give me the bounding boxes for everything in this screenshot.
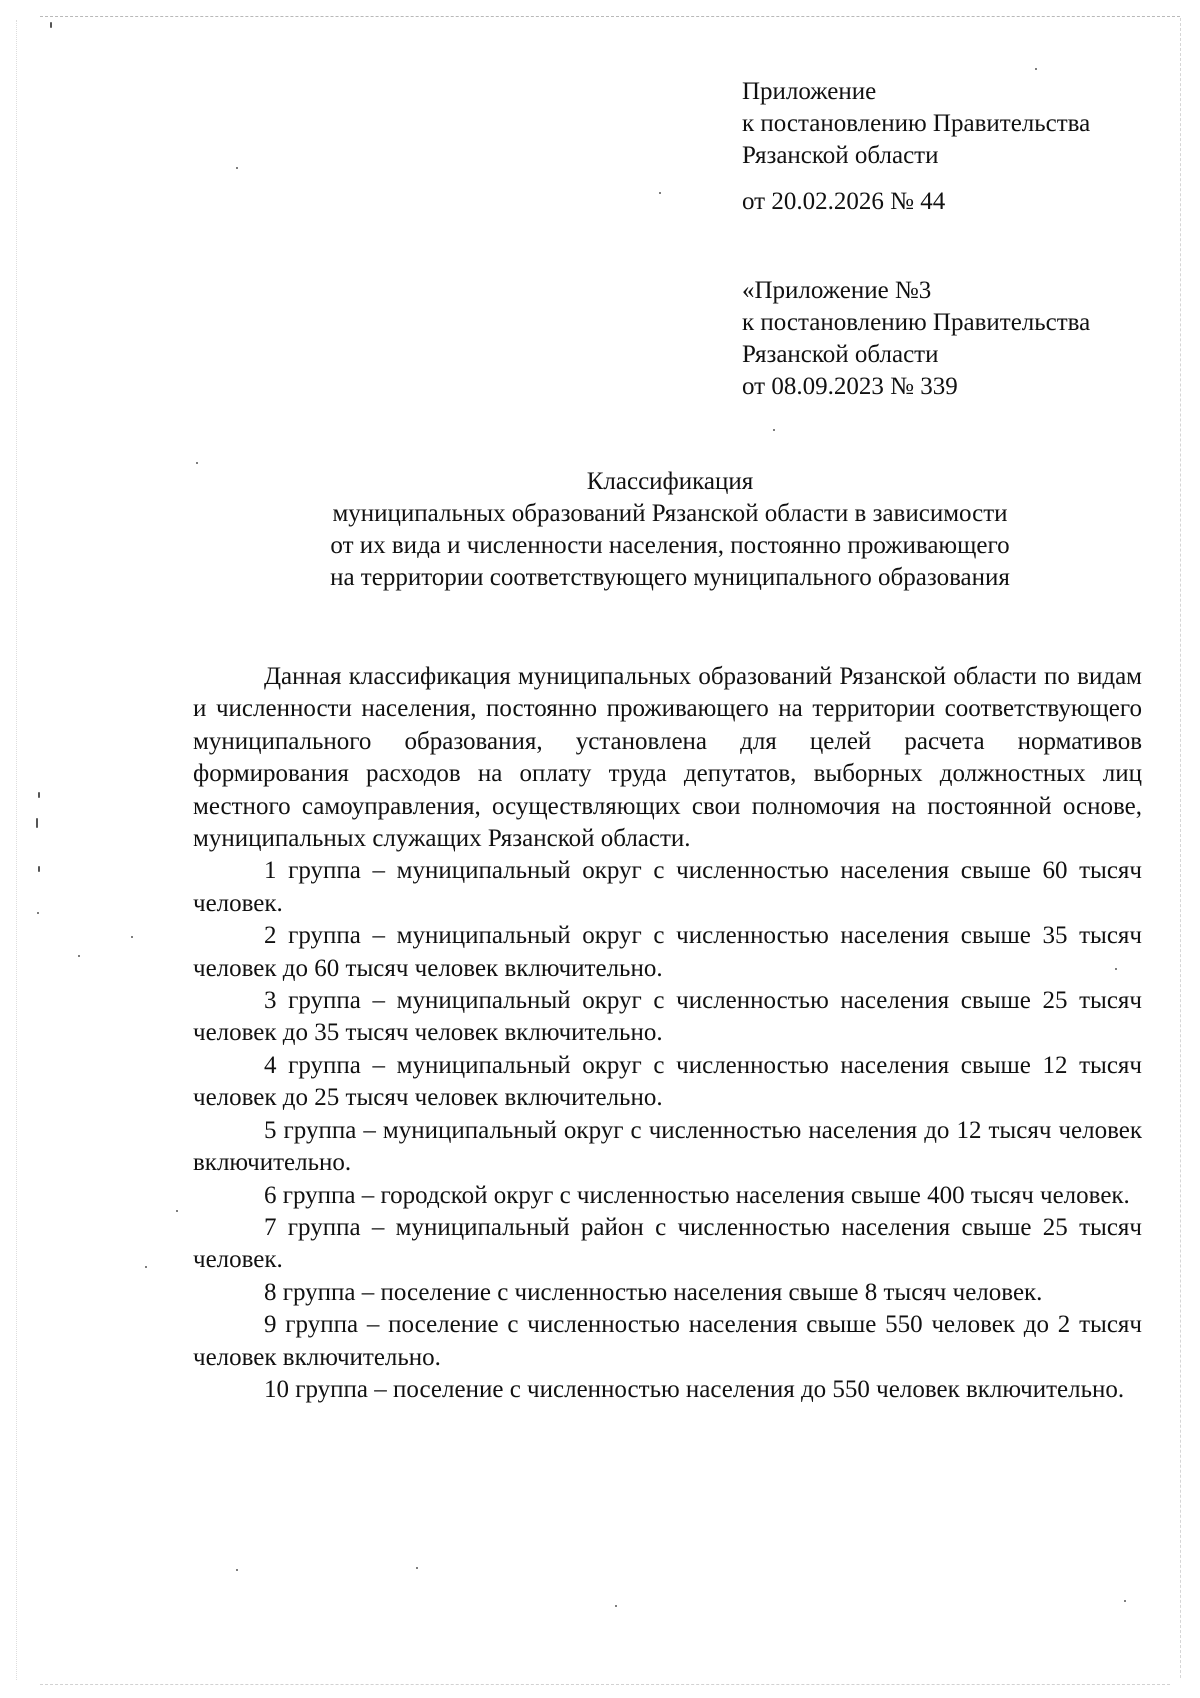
intro-paragraph: Данная классификация муниципальных образований Рязанской области по видам и численности населения, постоянно проживающего на территории соответствующего муниципального образования, установлена для целей расчета нормативов формирования расходов на оплату труда депутатов, выборных должностных лиц местного самоуправления, осуществляющих свои полномочия на постоянной основе, муниципальных служащих Рязанской области. [193,663,1142,853]
scan-speck [38,792,40,798]
title-line: на территории соответствующего муниципального образования [330,564,1010,591]
document-body [193,661,1142,1406]
prior-appendix-title: «Приложение №3 [742,277,932,304]
prior-appendix-region-line: Рязанской области [742,341,939,368]
appendix-region-line: Рязанской области [742,142,939,169]
appendix-date: от 20.02.2026 № 44 [742,188,946,215]
title-line: Классификация [586,468,754,495]
group-paragraph: 10 группа – поселение с численностью населения до 550 человек включительно. [264,1375,1125,1403]
scan-speck [145,1266,147,1268]
scan-speck [615,1605,617,1607]
scan-speck [659,192,661,194]
prior-appendix-date: от 08.09.2023 № 339 [742,373,958,400]
prior-appendix-header [742,275,1090,403]
scan-speck [196,462,198,464]
group-paragraph: 7 группа – муниципальный район с численностью населения свыше 25 тысяч человек. [193,1213,1142,1274]
scan-speck [236,1569,238,1571]
scan-speck [416,1567,418,1569]
scan-speck [1035,68,1037,70]
scan-speck [1124,1600,1126,1602]
appendix-title: Приложение [742,78,877,105]
appendix-header [742,76,1090,172]
scan-left-edge [16,20,17,1680]
document-title [200,466,1140,594]
scan-speck [773,429,775,431]
appendix-resolution-line: к постановлению Правительства [742,110,1091,137]
group-paragraph: 5 группа – муниципальный округ с численностью населения до 12 тысяч человек включительно. [193,1116,1142,1177]
group-paragraph: 6 группа – городской округ с численностью населения свыше 400 тысяч человек. [264,1181,1130,1209]
scan-speck [37,912,39,914]
scan-top-edge [40,16,1180,17]
scan-right-edge [1180,18,1181,1678]
group-paragraph: 8 группа – поселение с численностью населения свыше 8 тысяч человек. [264,1278,1043,1306]
group-paragraph: 3 группа – муниципальный округ с численностью населения свыше 25 тысяч человек до 35 тысяч человек включительно. [193,987,1142,1047]
group-paragraph: 9 группа – поселение с численностью населения свыше 550 человек до 2 тысяч человек включительно. [193,1311,1142,1371]
scan-speck [36,818,38,828]
title-line: муниципальных образований Рязанской области в зависимости [332,500,1008,527]
scan-speck [50,22,52,28]
prior-appendix-resolution-line: к постановлению Правительства [742,309,1091,336]
group-paragraph: 1 группа – муниципальный округ с численностью населения свыше 60 тысяч человек. [193,857,1142,917]
scan-speck [236,167,238,169]
scan-speck [176,1210,178,1212]
group-paragraph: 2 группа – муниципальный округ с численностью населения свыше 35 тысяч человек до 60 тысяч человек включительно. [193,922,1142,982]
scan-speck [38,866,40,872]
scan-bottom-edge [40,1684,1170,1685]
scan-speck [131,936,133,938]
group-paragraph: 4 группа – муниципальный округ с численностью населения свыше 12 тысяч человек до 25 тысяч человек включительно. [193,1051,1142,1112]
title-line: от их вида и численности населения, постоянно проживающего [330,532,1010,559]
scan-speck [78,955,80,957]
